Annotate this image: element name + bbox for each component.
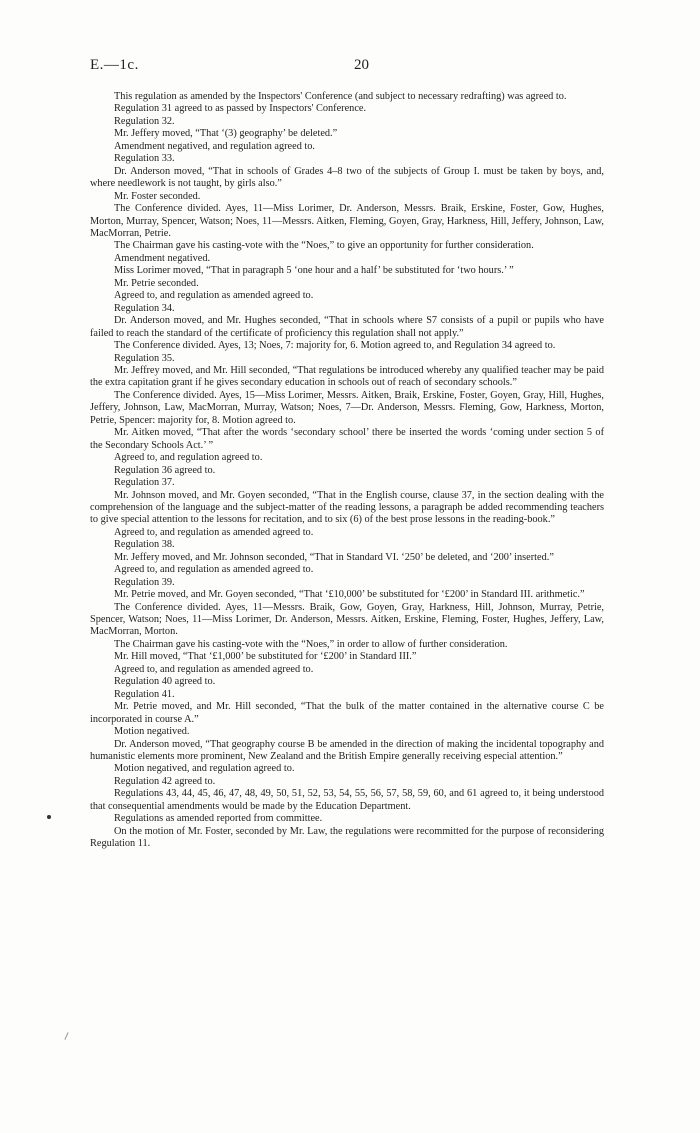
paragraph: Motion negatived, and regulation agreed to. — [114, 763, 295, 775]
paragraph: The Conference divided. Ayes, 13; Noes, 7: majority for, 6. Motion agreed to, and Regulation 34 agreed to. — [114, 340, 556, 352]
paragraph: On the motion of Mr. Foster, seconded by Mr. Law, the regulations were recommitted for the purpose of reconsidering Regulation 11. — [90, 825, 604, 850]
paragraph: Mr. Petrie moved, and Mr. Goyen seconded, “That ‘£10,000’ be substituted for ‘£200’ in Standard III. arithmetic.” — [114, 589, 585, 601]
paragraph: Motion negatived. — [114, 726, 190, 738]
page-number: 20 — [354, 57, 369, 73]
paragraph: The Conference divided. Ayes, 15—Miss Lorimer, Messrs. Aitken, Braik, Erskine, Foster, Goyen, Gray, Hill, Hughes, Jeffery, Johnson, Law, MacMorran, Murray, Watson; Noes, 7—Dr. Anderson, Messrs. Fleming, Gow, Harkness, Morton, Petrie, Spencer: majority for, 8. Motion agreed to. — [90, 389, 604, 426]
paragraph: The Conference divided. Ayes, 11—Miss Lorimer, Dr. Anderson, Messrs. Braik, Erskine, Foster, Gow, Hughes, Morton, Murray, Spencer, Watson; Noes, 11—Messrs. Aitken, Fleming, Goyen, Gray, Harkness, Hill, Jeffery, Johnson, Law, MacMorran, Petrie. — [90, 203, 604, 239]
paragraph: Regulation 42 agreed to. — [114, 775, 216, 787]
paragraph: Dr. Anderson moved, “That in schools of Grades 4–8 two of the subjects of Group I. must be taken by boys, and, where needlework is not taught, by girls also.” — [90, 165, 604, 190]
page-header — [90, 57, 608, 81]
paragraph: Regulation 41. — [114, 688, 175, 700]
paragraph: Regulation 35. — [114, 352, 175, 364]
paragraph: Regulations 43, 44, 45, 46, 47, 48, 49, 50, 51, 52, 53, 54, 55, 56, 57, 58, 59, 60, and 61 agreed to, it being understood that consequential amendments would be made by the Education Department. — [90, 788, 604, 812]
paragraph: Mr. Hill moved, “That ‘£1,000’ be substituted for ‘£200’ in Standard III.” — [114, 651, 417, 663]
paragraph: The Chairman gave his casting-vote with the “Noes,” to give an opportunity for further consideration. — [114, 240, 534, 252]
paragraph: Regulation 32. — [114, 115, 175, 127]
paragraph: Regulation 40 agreed to. — [114, 676, 216, 688]
paragraph: Mr. Petrie moved, and Mr. Hill seconded, “That the bulk of the matter contained in the alternative course C be incorporated in course A.” — [90, 701, 604, 725]
paragraph: Dr. Anderson moved, and Mr. Hughes seconded, “That in schools where S7 consists of a pupil or pupils who have failed to reach the standard of the certificate of proficiency this regulation shall not apply.” — [90, 315, 604, 339]
paragraph: Regulation 37. — [114, 477, 175, 489]
paragraph: Dr. Anderson moved, “That geography course B be amended in the direction of making the incidental topography and humanistic elements more prominent, New Zealand and the British Empire generally receiving especial attention.” — [90, 738, 604, 763]
paragraph: Amendment negatived. — [114, 252, 211, 264]
paragraph: The Conference divided. Ayes, 11—Messrs. Braik, Gow, Goyen, Gray, Harkness, Hill, Johnson, Murray, Petrie, Spencer, Watson; Noes, 11—Miss Lorimer, Dr. Anderson, Messrs. Aitken, Erskine, Fleming, Foster, Hughes, Jeffery, Law, MacMorran, Morton. — [90, 601, 604, 638]
paragraph: Mr. Jeffery moved, and Mr. Johnson seconded, “That in Standard VI. ‘250’ be deleted, and ‘200’ inserted.” — [114, 551, 554, 563]
paragraph: Regulation 33. — [114, 153, 175, 165]
paragraph: Agreed to, and regulation as amended agreed to. — [114, 663, 314, 675]
paragraph: Regulation 34. — [114, 302, 175, 314]
paragraph: Mr. Johnson moved, and Mr. Goyen seconded, “That in the English course, clause 37, in the section dealing with the comprehension of the language and the subject-matter of the reading lessons, a paragraph be added recommending teachers to give special attention to the lessons for recitation, and to six (6) of the best prose lessons in the reading-book.” — [90, 489, 604, 526]
paragraph: Regulation 36 agreed to. — [114, 464, 216, 476]
margin-mark — [47, 815, 51, 819]
paragraph: The Chairman gave his casting-vote with the “Noes,” in order to allow of further consideration. — [114, 638, 508, 650]
paragraph: Miss Lorimer moved, “That in paragraph 5 ‘one hour and a half’ be substituted for ‘two hours.’ ” — [114, 265, 514, 277]
paragraph: Mr. Petrie seconded. — [114, 277, 199, 289]
proceedings-text — [90, 91, 604, 851]
paragraph: This regulation as amended by the Inspectors' Conference (and subject to necessary redrafting) was agreed to. — [114, 91, 567, 102]
paragraph: Agreed to, and regulation as amended agreed to. — [114, 526, 314, 538]
paragraph: Mr. Aitken moved, “That after the words ‘secondary school’ there be inserted the words ‘coming under section 5 of the Secondary Schools Act.’ ” — [90, 427, 604, 451]
paragraph: Regulation 31 agreed to as passed by Inspectors' Conference. — [114, 103, 367, 115]
paragraph: Agreed to, and regulation as amended agreed to. — [114, 290, 314, 302]
document-reference: E.—1c. — [90, 57, 139, 73]
paragraph: Agreed to, and regulation agreed to. — [114, 452, 263, 464]
paragraph: Regulation 38. — [114, 539, 175, 551]
paragraph: Mr. Jeffery moved, “That ‘(3) geography’ be deleted.” — [114, 128, 338, 140]
paragraph: Mr. Foster seconded. — [114, 190, 201, 202]
paragraph: Agreed to, and regulation as amended agreed to. — [114, 564, 314, 576]
margin-mark — [64, 1032, 68, 1040]
paragraph: Amendment negatived, and regulation agreed to. — [114, 140, 316, 152]
paragraph: Regulation 39. — [114, 576, 175, 588]
paragraph: Mr. Jeffrey moved, and Mr. Hill seconded, “That regulations be introduced whereby any qualified teacher may be paid the extra capitation grant if he gives secondary education in schools out of reach of secondary schools.” — [90, 364, 604, 389]
paragraph: Regulations as amended reported from committee. — [114, 813, 323, 825]
